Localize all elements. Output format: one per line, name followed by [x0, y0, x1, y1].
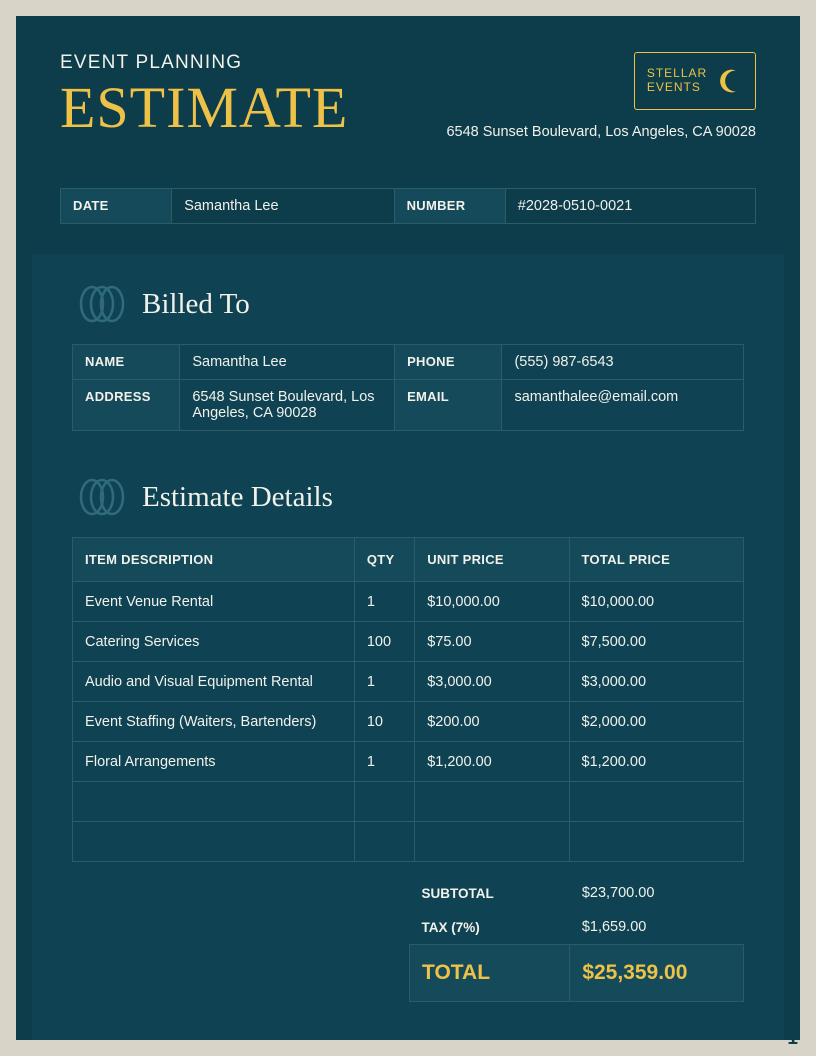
tax-value: $1,659.00: [581, 919, 647, 935]
estimate-document: [16, 16, 800, 1040]
moons-decoration-icon: [72, 475, 128, 519]
item-total-price: $2,000.00: [569, 702, 743, 742]
item-description: Event Staffing (Waiters, Bartenders): [73, 702, 355, 742]
item-qty: 10: [354, 702, 414, 742]
logo-line-2: EVENTS: [646, 80, 701, 94]
total-row: [410, 945, 744, 1002]
item-unit-price: $200.00: [415, 702, 569, 742]
table-row: [73, 380, 744, 431]
name-value: Samantha Lee: [180, 345, 395, 380]
item-description: Event Venue Rental: [73, 582, 355, 622]
table-row: [73, 782, 744, 822]
item-unit-price: $3,000.00: [415, 662, 569, 702]
item-total-price: [569, 822, 743, 862]
page-title: ESTIMATE: [60, 75, 349, 140]
meta-table: [60, 188, 756, 224]
subtotal-value: $23,700.00: [581, 885, 655, 901]
number-value: #2028-0510-0021: [505, 189, 755, 224]
item-description: Floral Arrangements: [73, 742, 355, 782]
meta-section: [16, 188, 800, 224]
column-item-description: ITEM DESCRIPTION: [73, 538, 355, 582]
column-unit-price: UNIT PRICE: [415, 538, 569, 582]
table-row: [73, 702, 744, 742]
date-value: Samantha Lee: [172, 189, 394, 224]
table-row: [73, 622, 744, 662]
item-description: [73, 822, 355, 862]
item-total-price: $10,000.00: [569, 582, 743, 622]
item-total-price: $3,000.00: [569, 662, 743, 702]
item-description: Catering Services: [73, 622, 355, 662]
phone-value: (555) 987-6543: [502, 345, 744, 380]
column-qty: QTY: [354, 538, 414, 582]
table-row: [73, 742, 744, 782]
item-description: [73, 782, 355, 822]
phone-label: PHONE: [395, 345, 502, 380]
subtotal-label: SUBTOTAL: [421, 885, 494, 901]
item-description: Audio and Visual Equipment Rental: [73, 662, 355, 702]
table-header-row: [73, 538, 744, 582]
number-label: NUMBER: [394, 189, 505, 224]
item-unit-price: $75.00: [415, 622, 569, 662]
estimate-details-title: Estimate Details: [142, 480, 333, 513]
item-total-price: $1,200.00: [569, 742, 743, 782]
page-number: 1: [787, 1028, 798, 1049]
item-qty: 1: [354, 582, 414, 622]
total-label: TOTAL: [410, 945, 570, 1002]
document-eyebrow: EVENT PLANNING: [60, 52, 243, 73]
column-total-price: TOTAL PRICE: [569, 538, 743, 582]
item-total-price: $7,500.00: [569, 622, 743, 662]
billed-to-section: [60, 282, 756, 431]
table-row: [73, 822, 744, 862]
billed-to-table: [72, 344, 744, 431]
estimate-details-section: [60, 475, 756, 1002]
logo-text: [647, 67, 707, 95]
name-label: NAME: [73, 345, 180, 380]
item-qty: [354, 782, 414, 822]
totals-table: [409, 876, 744, 1002]
email-value: samanthalee@email.com: [502, 380, 744, 431]
table-row: [73, 345, 744, 380]
address-label: ADDRESS: [73, 380, 180, 431]
item-qty: 100: [354, 622, 414, 662]
item-qty: [354, 822, 414, 862]
logo-line-1: STELLAR: [646, 66, 708, 81]
main-panel: [32, 254, 784, 1040]
tax-label: TAX (7%): [421, 919, 480, 935]
item-unit-price: [415, 822, 569, 862]
item-total-price: [569, 782, 743, 822]
line-items-table: [72, 537, 744, 862]
table-row: [61, 189, 756, 224]
item-unit-price: $1,200.00: [415, 742, 569, 782]
document-header: [16, 16, 800, 166]
item-unit-price: [415, 782, 569, 822]
table-row: [73, 662, 744, 702]
crescent-moon-icon: [717, 68, 743, 94]
email-label: EMAIL: [395, 380, 502, 431]
subtotal-row: [410, 876, 744, 910]
billed-to-title: Billed To: [142, 287, 250, 320]
table-row: [73, 582, 744, 622]
address-value: 6548 Sunset Boulevard, Los Angeles, CA 90028: [180, 380, 395, 431]
company-address: 6548 Sunset Boulevard, Los Angeles, CA 90028: [446, 124, 756, 140]
date-label: DATE: [61, 189, 172, 224]
moons-decoration-icon: [72, 282, 128, 326]
estimate-details-heading: [72, 475, 744, 519]
company-logo: [634, 52, 756, 110]
tax-row: [410, 910, 744, 945]
item-qty: 1: [354, 742, 414, 782]
item-qty: 1: [354, 662, 414, 702]
total-value: $25,359.00: [570, 945, 744, 1002]
item-unit-price: $10,000.00: [415, 582, 569, 622]
billed-to-heading: [72, 282, 744, 326]
